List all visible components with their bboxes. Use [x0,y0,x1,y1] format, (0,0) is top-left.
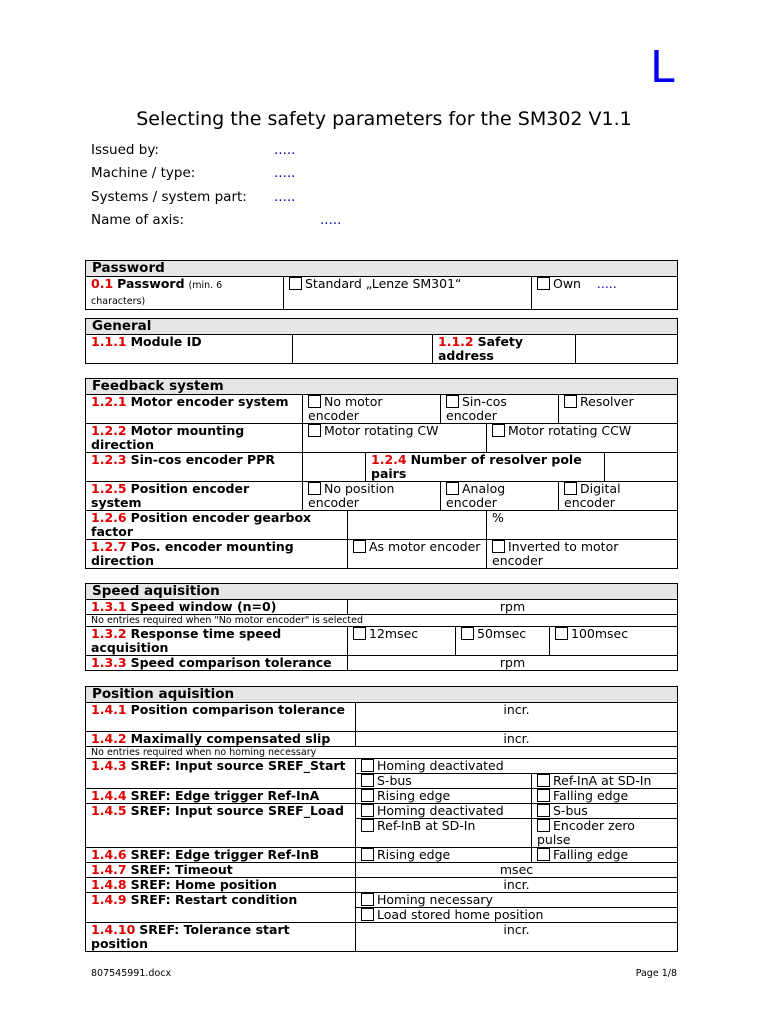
param-number: 1.4.10 [91,922,136,937]
feedback-table [85,378,678,569]
param-label: Motor mounting direction [91,423,245,452]
option-label: Inverted to motor encoder [492,539,619,568]
gearbox-factor-value[interactable] [348,511,487,540]
param-label: Sin-cos encoder PPR [130,452,276,467]
option-label: Falling edge [553,847,629,862]
sref-start-label-cell [86,759,356,789]
system-part-label: Systems / system part: [91,189,247,205]
section-title-position: Position aquisition [86,687,678,703]
param-label: Maximally compensated slip [130,731,331,746]
checkbox[interactable] [446,395,459,408]
checkbox[interactable] [361,789,374,802]
checkbox[interactable] [353,627,366,640]
param-label: SREF: Tolerance start position [91,922,290,951]
speed-table [85,583,678,671]
param-label: Safety address [438,334,524,363]
param-label: Speed window (n=0) [130,599,277,614]
section-title-password: Password [86,261,678,277]
page-title: Selecting the safety parameters for the SM302 V1.1 [136,108,632,130]
option-label: Standard „Lenze SM301“ [305,276,462,291]
issued-by-row [91,142,591,158]
sref-load-sbus-option[interactable] [532,804,678,819]
param-label: SREF: Edge trigger Ref-InB [130,847,320,862]
issued-by-value[interactable]: ..... [274,142,296,158]
refina-falling-edge-option[interactable] [532,789,678,804]
option-label: Digital encoder [564,481,621,510]
safety-address-value[interactable] [576,335,678,364]
response-12msec-option[interactable] [348,627,456,656]
param-number: 1.2.1 [91,394,127,409]
module-id-label-cell [86,335,293,364]
checkbox[interactable] [555,627,568,640]
unit-label: incr. [503,922,530,937]
no-position-encoder-option[interactable] [303,482,441,511]
position-encoder-label-cell [86,482,303,511]
param-number: 1.2.3 [91,452,127,467]
checkbox[interactable] [446,482,459,495]
sincos-encoder-option[interactable] [441,395,559,424]
own-password-value[interactable]: ..... [596,276,617,291]
param-label: Module ID [130,334,202,349]
issued-by-label: Issued by: [91,142,159,158]
option-label: Sin-cos encoder [446,394,507,423]
param-label: SREF: Input source SREF_Start [130,758,346,773]
system-part-value[interactable]: ..... [274,189,296,205]
param-label: Password [117,276,185,291]
compensated-slip-label-cell [86,732,356,747]
param-label: SREF: Timeout [130,862,233,877]
speed-window-label-cell [86,600,348,615]
option-label: Motor rotating CW [324,423,439,438]
tolerance-start-label-cell [86,923,356,952]
checkbox[interactable] [492,424,505,437]
param-number: 1.4.9 [91,892,127,907]
option-label: Homing deactivated [377,803,504,818]
gearbox-factor-unit [487,511,678,540]
checkbox[interactable] [537,819,550,832]
edge-trigger-refinb-label-cell [86,848,356,863]
gearbox-factor-label-cell [86,511,348,540]
option-label: S-bus [377,773,412,788]
homing-necessary-option[interactable] [356,893,678,908]
compensated-slip-value[interactable] [356,732,678,747]
param-number: 1.2.6 [91,510,127,525]
checkbox[interactable] [353,540,366,553]
option-label: Resolver [580,394,634,409]
param-number: 1.4.7 [91,862,127,877]
checkbox[interactable] [308,424,321,437]
motor-cw-option[interactable] [303,424,487,453]
unit-label: rpm [499,599,526,614]
param-number: 1.3.2 [91,626,127,641]
pos-encoder-mounting-label-cell [86,540,348,569]
option-label: No position encoder [308,481,395,510]
option-label: S-bus [553,803,588,818]
checkbox[interactable] [537,277,550,290]
sref-start-refina-option[interactable] [532,774,678,789]
machine-type-row [91,165,591,181]
checkbox[interactable] [361,774,374,787]
refinb-rising-edge-option[interactable] [356,848,532,863]
option-label: Falling edge [553,788,629,803]
sref-timeout-label-cell [86,863,356,878]
checkbox[interactable] [461,627,474,640]
param-label: Response time speed acquisition [91,626,282,655]
module-id-value[interactable] [293,335,433,364]
response-50msec-option[interactable] [456,627,550,656]
unit-label: incr. [503,731,530,746]
password-own-option[interactable] [532,277,678,310]
motor-mounting-label-cell [86,424,303,453]
param-number: 1.2.5 [91,481,127,496]
param-label: Pos. encoder mounting direction [91,539,294,568]
section-title-general: General [86,319,678,335]
response-time-label-cell [86,627,348,656]
param-label: Number of resolver pole pairs [371,452,582,481]
load-stored-home-option[interactable] [356,908,678,923]
checkbox[interactable] [492,540,505,553]
speed-tolerance-value[interactable] [348,656,678,671]
checkbox[interactable] [308,482,321,495]
position-tolerance-value[interactable] [356,703,678,732]
param-number: 1.4.5 [91,803,127,818]
lenze-logo: L [650,42,675,93]
refinb-falling-edge-option[interactable] [532,848,678,863]
param-number: 1.4.2 [91,731,127,746]
position-table [85,686,678,952]
checkbox[interactable] [289,277,302,290]
checkbox[interactable] [564,482,577,495]
param-label: SREF: Input source SREF_Load [130,803,344,818]
checkbox[interactable] [361,893,374,906]
checkbox[interactable] [361,848,374,861]
general-table [85,318,678,364]
option-label: Motor rotating CCW [508,423,632,438]
analog-encoder-option[interactable] [441,482,559,511]
option-label: Ref-InB at SD-In [377,818,476,833]
motor-ccw-option[interactable] [487,424,678,453]
param-number: 1.3.1 [91,599,127,614]
param-number: 0.1 [91,276,114,291]
as-motor-encoder-option[interactable] [348,540,487,569]
position-note: No entries required when no homing necessary [86,747,678,759]
motor-encoder-label-cell [86,395,303,424]
sref-home-position-label-cell [86,878,356,893]
checkbox[interactable] [537,774,550,787]
digital-encoder-option[interactable] [559,482,678,511]
speed-window-value[interactable] [348,600,678,615]
param-number: 1.4.3 [91,758,127,773]
tolerance-start-value[interactable] [356,923,678,952]
checkbox[interactable] [537,848,550,861]
checkbox[interactable] [361,804,374,817]
refina-rising-edge-option[interactable] [356,789,532,804]
section-title-speed: Speed aquisition [86,584,678,600]
checkbox[interactable] [361,908,374,921]
param-number: 1.1.1 [91,334,127,349]
checkbox[interactable] [308,395,321,408]
param-number: 1.4.8 [91,877,127,892]
unit-label: msec [499,862,534,877]
param-label: SREF: Edge trigger Ref-InA [130,788,320,803]
sref-restart-label-cell [86,893,356,923]
inverted-motor-encoder-option[interactable] [487,540,678,569]
password-standard-option[interactable] [284,277,532,310]
password-label-cell [86,277,284,310]
checkbox[interactable] [537,804,550,817]
param-number: 1.1.2 [438,334,474,349]
option-label: Rising edge [377,847,451,862]
response-100msec-option[interactable] [550,627,678,656]
safety-address-label-cell [433,335,576,364]
unit-label: % [492,510,504,525]
option-label: Own [553,276,581,291]
param-label: SREF: Home position [130,877,277,892]
param-label: Position encoder gearbox factor [91,510,312,539]
param-number: 1.3.3 [91,655,127,670]
resolver-option[interactable] [559,395,678,424]
option-label: No motor encoder [308,394,383,423]
footer-document-name: 807545991.docx [91,968,172,979]
option-label: Homing deactivated [377,758,504,773]
option-label: Encoder zero pulse [537,818,635,847]
param-label: SREF: Restart condition [130,892,298,907]
param-number: 1.4.1 [91,702,127,717]
password-table [85,260,678,310]
resolver-pole-pairs-value[interactable] [605,453,678,482]
unit-label: incr. [503,702,530,717]
sincos-ppr-value[interactable] [303,453,366,482]
option-label: As motor encoder [369,539,481,554]
option-label: 12msec [369,626,419,641]
system-part-row [91,189,591,205]
checkbox[interactable] [537,789,550,802]
param-number: 1.4.4 [91,788,127,803]
unit-label: incr. [503,877,530,892]
sref-start-sbus-option[interactable] [356,774,532,789]
sref-load-encoder-zero-option[interactable] [532,819,678,848]
speed-note: No entries required when "No motor encoder" is selected [86,615,678,627]
machine-type-label: Machine / type: [91,165,196,181]
speed-tolerance-label-cell [86,656,348,671]
resolver-pole-pairs-label-cell [366,453,605,482]
machine-type-value[interactable]: ..... [274,165,296,181]
sref-load-refinb-option[interactable] [356,819,532,848]
sincos-ppr-label-cell [86,453,303,482]
sref-timeout-value[interactable] [356,863,678,878]
param-hint: (min. 6 characters) [91,280,223,307]
sref-start-homing-deactivated-option[interactable] [356,759,678,774]
param-label: Speed comparison tolerance [130,655,332,670]
option-label: 100msec [571,626,629,641]
param-number: 1.2.4 [371,452,407,467]
option-label: 50msec [477,626,527,641]
axis-name-row [91,212,591,228]
checkbox[interactable] [564,395,577,408]
checkbox[interactable] [361,759,374,772]
param-label: Motor encoder system [130,394,289,409]
option-label: Analog encoder [446,481,506,510]
sref-load-homing-deactivated-option[interactable] [356,804,532,819]
section-title-feedback: Feedback system [86,379,678,395]
option-label: Ref-InA at SD-In [553,773,652,788]
option-label: Load stored home position [377,907,544,922]
unit-label: rpm [499,655,526,670]
param-label: Position comparison tolerance [130,702,345,717]
checkbox[interactable] [361,819,374,832]
param-number: 1.2.7 [91,539,127,554]
axis-name-label: Name of axis: [91,212,185,228]
option-label: Rising edge [377,788,451,803]
option-label: Homing necessary [377,892,493,907]
footer-page-number: Page 1/8 [635,968,677,979]
sref-load-label-cell [86,804,356,848]
no-motor-encoder-option[interactable] [303,395,441,424]
param-label: Position encoder system [91,481,250,510]
edge-trigger-refina-label-cell [86,789,356,804]
axis-name-value[interactable]: ..... [320,212,342,228]
sref-home-position-value[interactable] [356,878,678,893]
param-number: 1.2.2 [91,423,127,438]
position-tolerance-label-cell [86,703,356,732]
param-number: 1.4.6 [91,847,127,862]
